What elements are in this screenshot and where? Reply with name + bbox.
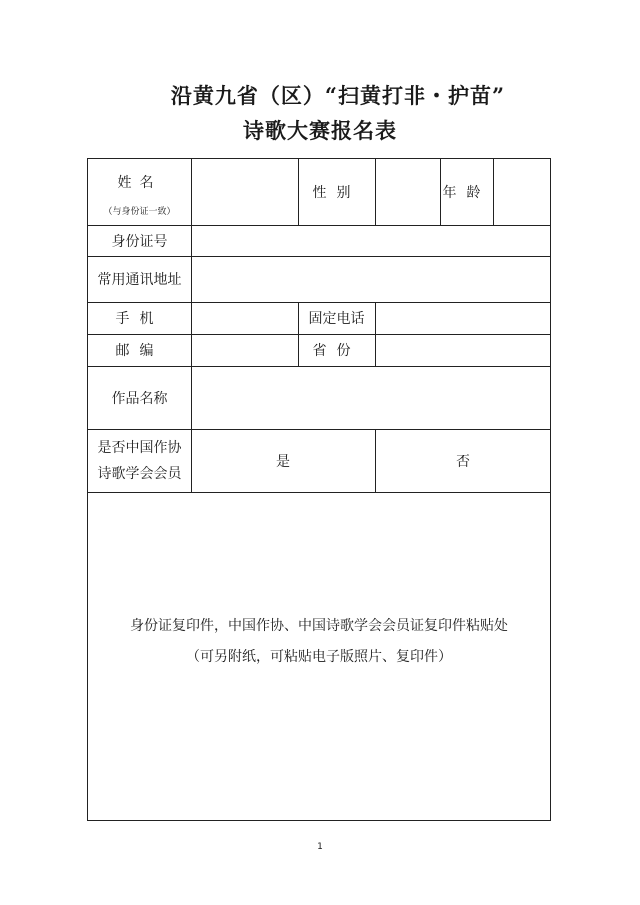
member-no-option[interactable]: 否 <box>456 453 470 470</box>
address-label: 常用通讯地址 <box>97 272 182 288</box>
gender-label: 性别 <box>312 185 361 201</box>
province-label: 省份 <box>312 343 361 359</box>
landline-label: 固定电话 <box>308 311 365 327</box>
work-title-field[interactable] <box>191 366 551 429</box>
age-field[interactable] <box>493 159 551 225</box>
attachment-instructions: 身份证复印件，中国作协、中国诗歌学会会员证复印件粘贴处 <box>130 618 508 634</box>
member-question-line-2: 诗歌学会会员 <box>97 465 182 482</box>
member-question-line-1: 是否中国作协 <box>97 439 182 456</box>
province-field[interactable] <box>375 334 551 366</box>
member-yes-option[interactable]: 是 <box>276 453 290 470</box>
work-title-label: 作品名称 <box>111 390 168 407</box>
postcode-label: 邮编 <box>115 343 164 359</box>
gender-field[interactable] <box>375 159 440 225</box>
member-question-label <box>88 429 191 492</box>
name-label: 姓名 <box>117 174 162 191</box>
postcode-field[interactable] <box>191 334 298 366</box>
page-number: 1 <box>317 842 323 852</box>
name-field[interactable] <box>191 159 298 225</box>
title-line-2: 诗歌大赛报名表 <box>243 118 397 143</box>
name-label-cell <box>88 159 191 225</box>
address-field[interactable] <box>191 256 551 302</box>
id-number-label: 身份证号 <box>111 233 168 250</box>
attachment-area <box>88 615 550 666</box>
age-label: 年龄 <box>442 185 491 201</box>
attachment-note: （可另附纸，可粘贴电子版照片、复印件） <box>186 649 452 665</box>
title-line-1: 沿黄九省（区）“扫黄打非・护苗” <box>170 83 506 108</box>
mobile-label: 手机 <box>115 311 164 327</box>
id-number-field[interactable] <box>191 225 551 256</box>
name-note: （与身份证一致） <box>103 206 176 217</box>
mobile-field[interactable] <box>191 302 298 334</box>
landline-field[interactable] <box>375 302 551 334</box>
registration-form-table <box>87 158 551 821</box>
